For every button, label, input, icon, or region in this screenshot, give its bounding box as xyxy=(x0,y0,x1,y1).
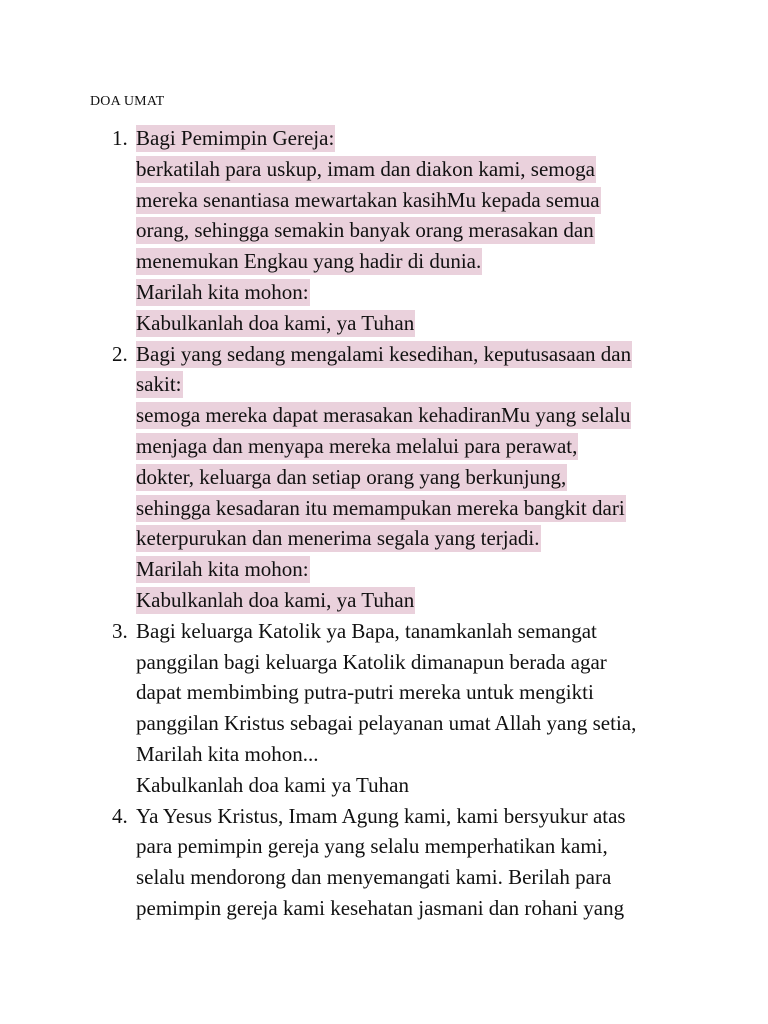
prayer-line xyxy=(136,523,696,554)
prayer-line-text: dokter, keluarga dan setiap orang yang berkunjung, xyxy=(136,464,567,489)
prayer-line xyxy=(136,185,696,216)
prayer-line xyxy=(136,277,696,308)
prayer-line xyxy=(136,308,696,339)
prayer-item xyxy=(0,616,696,801)
prayer-line-text: Kabulkanlah doa kami ya Tuhan xyxy=(136,772,409,797)
prayer-line xyxy=(136,554,696,585)
prayer-line-text: panggilan bagi keluarga Katolik dimanapun berada agar xyxy=(136,649,607,674)
prayer-line-text: orang, sehingga semakin banyak orang merasakan dan xyxy=(136,218,594,243)
prayer-line xyxy=(136,770,696,801)
prayer-line xyxy=(136,893,696,924)
prayer-line-text: Kabulkanlah doa kami, ya Tuhan xyxy=(136,587,415,612)
prayer-line-text: para pemimpin gereja yang selalu memperhatikan kami, xyxy=(136,834,608,859)
prayer-line xyxy=(136,801,696,832)
prayer-line-text: Bagi yang sedang mengalami kesedihan, keputusasaan dan xyxy=(136,341,632,366)
prayer-line-text: Bagi Pemimpin Gereja: xyxy=(136,126,335,150)
prayer-line-text: Marilah kita mohon... xyxy=(136,741,319,766)
prayer-line xyxy=(136,647,696,678)
prayer-line xyxy=(136,339,696,370)
prayer-item xyxy=(0,801,696,924)
prayer-line xyxy=(136,154,696,185)
prayer-line xyxy=(136,585,696,616)
prayer-line-text: Bagi keluarga Katolik ya Bapa, tanamkanlah semangat xyxy=(136,618,597,643)
prayer-line xyxy=(136,246,696,277)
prayer-line-text: Marilah kita mohon: xyxy=(136,557,309,582)
prayer-line xyxy=(136,215,696,246)
prayer-line-text: Ya Yesus Kristus, Imam Agung kami, kami bersyukur atas xyxy=(136,803,626,828)
prayer-line-text: menemukan Engkau yang hadir di dunia. xyxy=(136,249,482,274)
prayer-item xyxy=(0,123,696,339)
prayer-item-number: 1. xyxy=(112,126,128,150)
prayer-line-text: sakit: xyxy=(136,372,182,397)
prayer-line-text: Marilah kita mohon: xyxy=(136,279,309,304)
prayer-line xyxy=(136,739,696,770)
prayer-line-text: sehingga kesadaran itu memampukan mereka bangkit dari xyxy=(136,495,625,520)
prayer-line-text: semoga mereka dapat merasakan kehadiranMu yang selalu xyxy=(136,403,631,428)
prayer-line-text: menjaga dan menyapa mereka melalui para perawat, xyxy=(136,433,578,458)
prayer-item xyxy=(0,339,696,616)
prayer-line xyxy=(136,123,696,154)
document-title: DOA UMAT xyxy=(90,94,165,109)
prayer-line xyxy=(136,400,696,431)
prayer-line-text: pemimpin gereja kami kesehatan jasmani dan rohani yang xyxy=(136,895,625,920)
prayer-line-text: mereka senantiasa mewartakan kasihMu kepada semua xyxy=(136,187,600,212)
prayer-line xyxy=(136,616,696,647)
prayer-item-number: 2. xyxy=(112,341,128,366)
prayer-line xyxy=(136,493,696,524)
prayer-line-text: Kabulkanlah doa kami, ya Tuhan xyxy=(136,310,415,335)
prayer-list xyxy=(0,123,768,924)
prayer-line xyxy=(136,831,696,862)
prayer-line-text: panggilan Kristus sebagai pelayanan umat Allah yang setia, xyxy=(136,711,637,736)
prayer-line-text: dapat membimbing putra-putri mereka untuk mengikti xyxy=(136,680,594,705)
prayer-item-number: 4. xyxy=(112,803,128,828)
prayer-line xyxy=(136,708,696,739)
prayer-line xyxy=(136,677,696,708)
prayer-line xyxy=(136,462,696,493)
prayer-line xyxy=(136,862,696,893)
prayer-line xyxy=(136,431,696,462)
prayer-line-text: berkatilah para uskup, imam dan diakon kami, semoga xyxy=(136,156,595,181)
prayer-line xyxy=(136,369,696,400)
prayer-line-text: keterpurukan dan menerima segala yang terjadi. xyxy=(136,526,540,551)
prayer-line-text: selalu mendorong dan menyemangati kami. Berilah para xyxy=(136,865,612,890)
prayer-item-number: 3. xyxy=(112,618,128,643)
